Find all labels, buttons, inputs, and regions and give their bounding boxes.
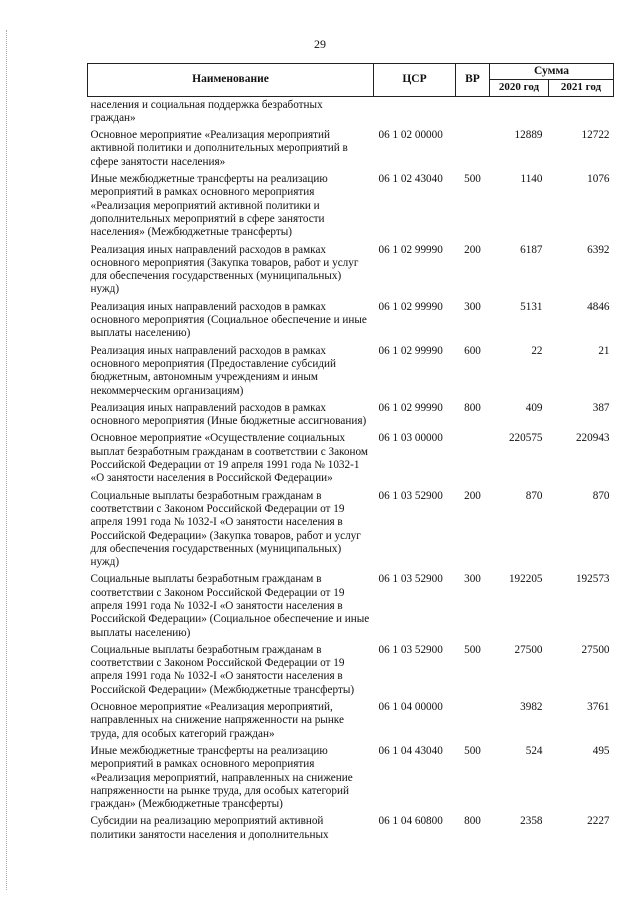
row-csr-cell: 06 1 02 43040: [378, 173, 443, 186]
header-sum: Сумма: [490, 64, 614, 80]
row-csr-cell: 06 1 02 99990: [378, 300, 443, 313]
scan-margin-line: [6, 30, 7, 890]
row-name-cell: населения и социальная поддержка безработных граждан»: [90, 98, 323, 124]
row-csr-cell: 06 1 04 00000: [378, 701, 443, 714]
row-vr-cell: 300: [464, 300, 481, 313]
row-sum-2021-cell: 495: [592, 744, 610, 757]
row-sum-2020-cell: 870: [525, 489, 543, 502]
row-name-cell: Субсидии на реализацию мероприятий активной политики занятости населения и дополнительных: [90, 815, 329, 841]
row-name-cell: Основное мероприятие «Реализация мероприятий активной политики и дополнительных мероприятий в сфере занятости населения»: [90, 129, 348, 168]
row-sum-2021-cell: 4846: [587, 300, 610, 313]
header-csr: ЦСР: [374, 64, 456, 97]
row-vr-cell: 300: [464, 573, 481, 586]
row-name-cell: Реализация иных направлений расходов в рамках основного мероприятия (Иные бюджетные ассигнования): [90, 401, 367, 428]
budget-table: [87, 63, 614, 844]
table-row: [88, 571, 614, 641]
row-name-cell: Иные межбюджетные трансферты на реализацию мероприятий в рамках основного мероприятия «Реализация мероприятий, направленных на снижение напряженности на рынке труда, для особых категорий граждан» (Межбюджетные трансферты): [90, 744, 353, 811]
row-csr-cell: 06 1 02 99990: [378, 344, 443, 357]
table-row: [88, 171, 614, 241]
table-row: [88, 96, 614, 127]
table-row: [88, 343, 614, 400]
row-sum-2020-cell: 12889: [514, 129, 543, 142]
row-sum-2020-cell: 22: [531, 344, 543, 357]
row-name-cell: Реализация иных направлений расходов в рамках основного мероприятия (Социальное обеспечение и иные выплаты населению): [90, 300, 367, 340]
row-csr-cell: 06 1 02 99990: [378, 401, 443, 414]
row-sum-2021-cell: 1076: [587, 173, 610, 186]
row-sum-2020-cell: 409: [525, 401, 543, 414]
row-sum-2021-cell: 27500: [581, 643, 610, 656]
row-sum-2020-cell: 3982: [520, 701, 543, 714]
row-sum-2020-cell: 6187: [520, 243, 543, 256]
header-year-2021: 2021 год: [549, 80, 614, 96]
table-row: [88, 813, 614, 844]
row-sum-2021-cell: 6392: [587, 243, 610, 256]
row-csr-cell: 06 1 02 99990: [378, 243, 443, 256]
row-vr-cell: [456, 96, 490, 127]
row-csr-cell: 06 1 04 43040: [378, 744, 443, 757]
row-sum-2020-cell: 1140: [520, 173, 543, 186]
table-row: [88, 299, 614, 343]
row-vr-cell: 800: [464, 401, 481, 414]
row-name-cell: Реализация иных направлений расходов в рамках основного мероприятия (Предоставление субсидий бюджетным, автономным учреждениям и иным некоммерческим организациям): [90, 344, 336, 397]
row-vr-cell: [456, 699, 490, 743]
table-row: [88, 642, 614, 699]
row-csr-cell: 06 1 02 00000: [378, 129, 443, 142]
row-sum-2021-cell: 192573: [575, 573, 610, 586]
row-vr-cell: 500: [464, 744, 481, 757]
row-csr-cell: 06 1 03 00000: [378, 432, 443, 445]
row-name-cell: Основное мероприятие «Осуществление социальных выплат безработным гражданам в соответствии с Законом Российской Федерации от 19 апреля 1991 года № 1032-1 «О занятости населения в Российской Федерации»: [90, 432, 368, 485]
row-sum-2020-cell: 220575: [508, 432, 543, 445]
row-sum-2021-cell: 2227: [587, 815, 610, 828]
row-name-cell: Основное мероприятие «Реализация мероприятий, направленных на снижение напряженности на рынке труда, для особых категорий граждан»: [90, 701, 344, 740]
table-body: [88, 96, 614, 844]
row-name-cell: Социальные выплаты безработным гражданам в соответствии с Законом Российской Федерации от 19 апреля 1991 года № 1032-I «О занятости населения в Российской Федерации» (Межбюджетные трансферты): [90, 643, 355, 696]
row-name-cell: Социальные выплаты безработным гражданам в соответствии с Законом Российской Федерации от 19 апреля 1991 года № 1032-I «О занятости населения в Российской Федерации» (Закупка товаров, работ и услуг для обеспечения государственных (муниципальных) нужд): [90, 489, 361, 569]
row-csr-cell: 06 1 03 52900: [378, 489, 443, 502]
row-sum-2020-cell: [490, 96, 549, 127]
row-csr-cell: [374, 96, 456, 127]
row-vr-cell: 500: [464, 643, 481, 656]
row-vr-cell: 200: [464, 243, 481, 256]
row-csr-cell: 06 1 03 52900: [378, 643, 443, 656]
row-vr-cell: [456, 127, 490, 171]
row-vr-cell: 800: [464, 815, 481, 828]
row-name-cell: Иные межбюджетные трансферты на реализацию мероприятий в рамках основного мероприятия «Реализация мероприятий активной политики и дополнительных мероприятий в сфере занятости населения» (Межбюджетные трансферты): [90, 173, 328, 239]
header-vr: ВР: [456, 64, 490, 97]
row-sum-2021-cell: [549, 96, 614, 127]
row-sum-2020-cell: 5131: [520, 300, 543, 313]
row-vr-cell: [456, 430, 490, 487]
row-sum-2021-cell: 870: [592, 489, 610, 502]
row-vr-cell: 500: [464, 173, 481, 186]
row-sum-2021-cell: 220943: [575, 432, 610, 445]
table-row: [88, 488, 614, 572]
row-sum-2020-cell: 27500: [514, 643, 543, 656]
table-header: [88, 64, 614, 97]
row-sum-2020-cell: 524: [525, 744, 543, 757]
row-sum-2020-cell: 192205: [508, 573, 543, 586]
table-row: [88, 400, 614, 431]
row-name-cell: Социальные выплаты безработным гражданам в соответствии с Законом Российской Федерации от 19 апреля 1991 года № 1032-I «О занятости населения в Российской Федерации» (Социальное обеспечение и иные выплаты населению): [90, 573, 370, 639]
table-row: [88, 242, 614, 299]
row-sum-2021-cell: 12722: [581, 129, 610, 142]
row-vr-cell: 200: [464, 489, 481, 502]
row-name-cell: Реализация иных направлений расходов в рамках основного мероприятия (Закупка товаров, работ и услуг для обеспечения государственных (муниципальных) нужд): [90, 243, 359, 296]
row-vr-cell: 600: [464, 344, 481, 357]
row-csr-cell: 06 1 03 52900: [378, 573, 443, 586]
row-sum-2020-cell: 2358: [520, 815, 543, 828]
row-csr-cell: 06 1 04 60800: [378, 815, 443, 828]
table-row: [88, 430, 614, 487]
table-row: [88, 699, 614, 743]
table-row: [88, 743, 614, 813]
header-year-2020: 2020 год: [490, 80, 549, 96]
table-row: [88, 127, 614, 171]
row-sum-2021-cell: 3761: [587, 701, 610, 714]
row-sum-2021-cell: 387: [592, 401, 610, 414]
row-sum-2021-cell: 21: [598, 344, 610, 357]
header-name: Наименование: [88, 64, 374, 97]
page-number: 29: [314, 37, 326, 51]
